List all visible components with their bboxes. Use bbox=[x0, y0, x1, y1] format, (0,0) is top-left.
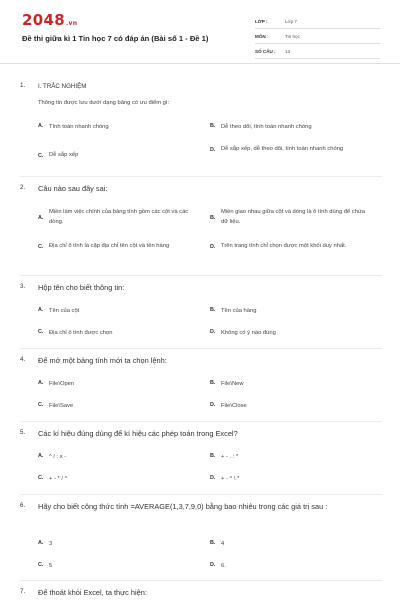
question-divider bbox=[20, 421, 382, 422]
option-text: ^ / : x - bbox=[49, 454, 67, 460]
option-c[interactable] bbox=[38, 562, 208, 572]
option-letter: A. bbox=[38, 214, 44, 221]
option-text: File\New bbox=[221, 381, 244, 387]
option-d[interactable] bbox=[210, 242, 370, 252]
question-text: Hãy cho biết công thức tính =AVERAGE(1,3,7,9,0) bằng bao nhiêu trong các giá trị sau : bbox=[38, 502, 328, 511]
option-text: + - . : * bbox=[221, 454, 239, 460]
question-1 bbox=[20, 81, 380, 92]
document-title: Đề thi giữa kì 1 Tin học 7 có đáp án (Bài số 1 - Đề 1) bbox=[22, 34, 209, 43]
option-d[interactable] bbox=[210, 475, 380, 485]
option-letter: A. bbox=[38, 453, 44, 459]
logo-main: 2048 bbox=[22, 11, 65, 29]
meta-value: Tin học bbox=[285, 33, 300, 39]
question-divider bbox=[20, 176, 382, 177]
option-text: Miền giao nhau giữa cột và dòng là ô tính dùng để chứa dữ liệu. bbox=[221, 209, 366, 225]
option-b[interactable] bbox=[210, 307, 380, 317]
option-letter: C. bbox=[38, 329, 44, 335]
option-letter: C. bbox=[38, 475, 44, 481]
meta-value: Lớp 7 bbox=[285, 18, 297, 24]
option-letter: C. bbox=[38, 402, 44, 408]
meta-label: MÔN : bbox=[255, 33, 269, 39]
option-letter: B. bbox=[210, 123, 216, 129]
header-divider bbox=[0, 63, 400, 64]
question-number: 6. bbox=[20, 502, 26, 509]
question-number: 4. bbox=[20, 356, 26, 363]
option-b[interactable] bbox=[210, 123, 380, 133]
question-text: I. TRẮC NGHIỆM bbox=[38, 83, 87, 90]
option-d[interactable] bbox=[210, 145, 360, 155]
question-text: Các kí hiệu đúng dùng để kí hiệu các phép toán trong Excel? bbox=[38, 429, 238, 438]
option-text: Không có ý nào đúng bbox=[221, 330, 276, 336]
question-number: 2. bbox=[20, 184, 26, 191]
option-b[interactable] bbox=[210, 208, 370, 227]
option-a[interactable] bbox=[38, 453, 208, 463]
option-text: File\Open bbox=[49, 381, 75, 387]
site-logo[interactable] bbox=[22, 11, 77, 29]
question-2 bbox=[20, 183, 380, 194]
option-a[interactable] bbox=[38, 123, 208, 133]
option-letter: A. bbox=[38, 123, 44, 129]
meta-row-subject bbox=[255, 29, 380, 44]
option-c[interactable] bbox=[38, 329, 208, 339]
meta-row-class bbox=[255, 14, 380, 29]
option-letter: B. bbox=[210, 540, 216, 546]
option-text: Trên trang tính chỉ chọn được một khối duy nhất. bbox=[221, 243, 347, 249]
question-number: 1. bbox=[20, 82, 26, 89]
question-divider bbox=[20, 348, 382, 349]
question-6 bbox=[20, 501, 380, 512]
meta-label: SỐ CÂU : bbox=[255, 48, 276, 54]
option-text: Tên của hàng bbox=[221, 308, 257, 314]
question-3 bbox=[20, 282, 380, 293]
question-divider bbox=[20, 580, 382, 581]
option-text: + - ^ \ * bbox=[221, 476, 240, 482]
option-letter: D. bbox=[210, 146, 216, 153]
question-4 bbox=[20, 355, 380, 366]
option-text: Dễ theo dõi, tính toán nhanh chóng bbox=[221, 124, 312, 130]
option-letter: B. bbox=[210, 453, 216, 459]
option-text: File\Close bbox=[221, 403, 247, 409]
question-number: 5. bbox=[20, 429, 26, 436]
option-letter: D. bbox=[210, 243, 216, 250]
meta-label: LỚP : bbox=[255, 18, 268, 24]
option-c[interactable] bbox=[38, 151, 208, 161]
option-letter: D. bbox=[210, 329, 216, 335]
option-letter: D. bbox=[210, 562, 216, 568]
option-text: 4 bbox=[221, 541, 225, 547]
option-letter: B. bbox=[210, 380, 216, 386]
question-text: Câu nào sau đây sai: bbox=[38, 184, 108, 193]
option-text: File\Save bbox=[49, 403, 74, 409]
option-text: Địa chỉ ô tính là cặp địa chỉ tên cột và tên hàng bbox=[49, 243, 170, 249]
question-text: Hộp tên cho biết thông tin: bbox=[38, 283, 125, 292]
question-text: Để mở một bảng tính mới ta chọn lệnh: bbox=[38, 356, 167, 365]
question-1-subtitle bbox=[38, 99, 398, 108]
option-text: Tính toán nhanh chóng bbox=[49, 124, 109, 130]
question-number: 7. bbox=[20, 588, 26, 595]
option-text: 3 bbox=[49, 541, 53, 547]
option-letter: A. bbox=[38, 540, 44, 546]
option-text: 6. bbox=[221, 563, 226, 569]
document-header bbox=[0, 0, 400, 62]
option-letter: C. bbox=[38, 152, 44, 159]
question-number: 3. bbox=[20, 283, 26, 290]
option-c[interactable] bbox=[38, 242, 198, 252]
option-d[interactable] bbox=[210, 562, 380, 572]
option-letter: D. bbox=[210, 402, 216, 408]
meta-row-count bbox=[255, 44, 380, 59]
question-divider bbox=[20, 275, 382, 276]
option-letter: B. bbox=[210, 214, 216, 221]
option-d[interactable] bbox=[210, 402, 380, 412]
option-letter: B. bbox=[210, 307, 216, 313]
meta-value: 13 bbox=[285, 48, 291, 54]
option-letter: C. bbox=[38, 562, 44, 568]
option-a[interactable] bbox=[38, 380, 208, 390]
option-text: Dễ sắp xếp bbox=[49, 152, 79, 158]
option-letter: A. bbox=[38, 380, 44, 386]
option-letter: D. bbox=[210, 475, 216, 481]
option-a[interactable] bbox=[38, 208, 198, 227]
option-a[interactable] bbox=[38, 540, 208, 550]
option-c[interactable] bbox=[38, 402, 208, 412]
option-text: + - * / ^ bbox=[49, 476, 68, 482]
option-a[interactable] bbox=[38, 307, 208, 317]
option-text: 5 bbox=[49, 563, 53, 569]
exam-meta-table bbox=[255, 14, 380, 59]
option-b[interactable] bbox=[210, 380, 380, 390]
option-letter: A. bbox=[38, 307, 44, 313]
option-text: Tên của cột bbox=[49, 308, 80, 314]
question-7 bbox=[20, 587, 380, 598]
logo-suffix: .vn bbox=[65, 20, 78, 27]
option-letter: C. bbox=[38, 243, 44, 250]
option-text: Địa chỉ ô tính được chọn bbox=[49, 330, 113, 336]
option-c[interactable] bbox=[38, 475, 208, 485]
question-divider bbox=[20, 494, 382, 495]
question-5 bbox=[20, 428, 380, 439]
option-text: Miền làm việc chính của bảng tính gồm các cột và các dòng. bbox=[49, 209, 189, 225]
question-subtitle: Thông tin được lưu dưới dạng bảng có ưu điểm gì: bbox=[38, 100, 170, 106]
option-text: Dễ sắp xếp, dễ theo dõi, tính toán nhanh chóng bbox=[221, 146, 344, 152]
option-d[interactable] bbox=[210, 329, 380, 339]
question-text: Để thoát khỏi Excel, ta thực hiện: bbox=[38, 588, 147, 597]
option-b[interactable] bbox=[210, 453, 380, 463]
option-b[interactable] bbox=[210, 540, 380, 550]
